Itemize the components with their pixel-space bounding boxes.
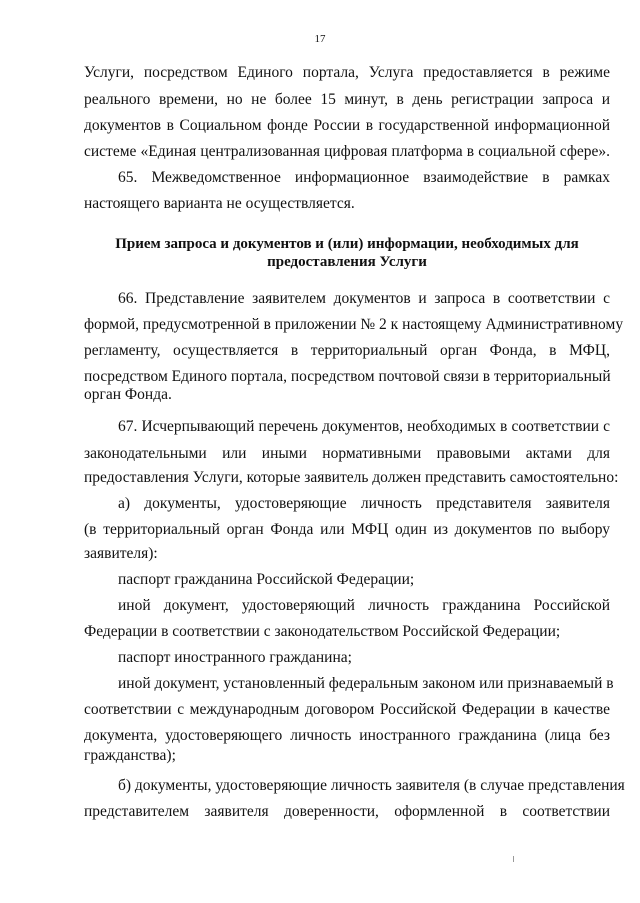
text-line: б) документы, удостоверяющие личность заявителя (в случае представления xyxy=(118,777,625,794)
text-line: Федерации в соответствии с законодательством Российской Федерации; xyxy=(84,623,561,640)
text-line: настоящего варианта не осуществляется. xyxy=(84,195,355,212)
text-line: заявителя): xyxy=(84,545,158,562)
section-heading: Прием запроса и документов и (или) информации, необходимых для xyxy=(115,236,579,252)
text-line: гражданства); xyxy=(84,747,176,764)
text-line: посредством Единого портала, посредством почтовой связи в территориальный xyxy=(84,368,611,385)
text-line: (в территориальный орган Фонда или МФЦ один из документов по выбору xyxy=(84,521,610,538)
text-line: паспорт гражданина Российской Федерации; xyxy=(118,571,415,588)
scan-mark xyxy=(513,856,514,862)
text-line: орган Фонда. xyxy=(84,386,172,403)
text-line: иной документ, установленный федеральным законом или признаваемый в xyxy=(118,675,614,692)
text-line: законодательными или иными нормативными правовыми актами для xyxy=(84,445,610,462)
text-line: предоставления Услуги, которые заявитель должен представить самостоятельно: xyxy=(84,469,619,486)
text-line: регламенту, осуществляется в территориальный орган Фонда, в МФЦ, xyxy=(84,342,610,359)
text-line: документа, удостоверяющего личность иностранного гражданина (лица без xyxy=(84,727,610,744)
text-line: 65. Межведомственное информационное взаимодействие в рамках xyxy=(118,169,610,186)
text-line: а) документы, удостоверяющие личность представителя заявителя xyxy=(118,495,610,512)
text-line: паспорт иностранного гражданина; xyxy=(118,649,352,666)
text-line: формой, предусмотренной в приложении № 2 к настоящему Административному xyxy=(84,316,624,333)
text-line: документов в Социальном фонде России в государственной информационной xyxy=(84,117,610,134)
text-line: Услуги, посредством Единого портала, Услуга предоставляется в режиме xyxy=(84,64,610,81)
text-line: 67. Исчерпывающий перечень документов, необходимых в соответствии с xyxy=(118,418,610,435)
text-line: иной документ, удостоверяющий личность гражданина Российской xyxy=(118,597,610,614)
text-line: представителем заявителя доверенности, оформленной в соответствии xyxy=(84,803,610,820)
page-number: 17 xyxy=(314,33,326,45)
text-line: системе «Единая централизованная цифровая платформа в социальной сфере». xyxy=(84,143,610,160)
section-heading: предоставления Услуги xyxy=(267,254,427,270)
text-line: соответствии с международным договором Российской Федерации в качестве xyxy=(84,701,610,718)
text-line: 66. Представление заявителем документов и запроса в соответствии с xyxy=(118,290,610,307)
text-line: реального времени, но не более 15 минут, в день регистрации запроса и xyxy=(84,91,610,108)
